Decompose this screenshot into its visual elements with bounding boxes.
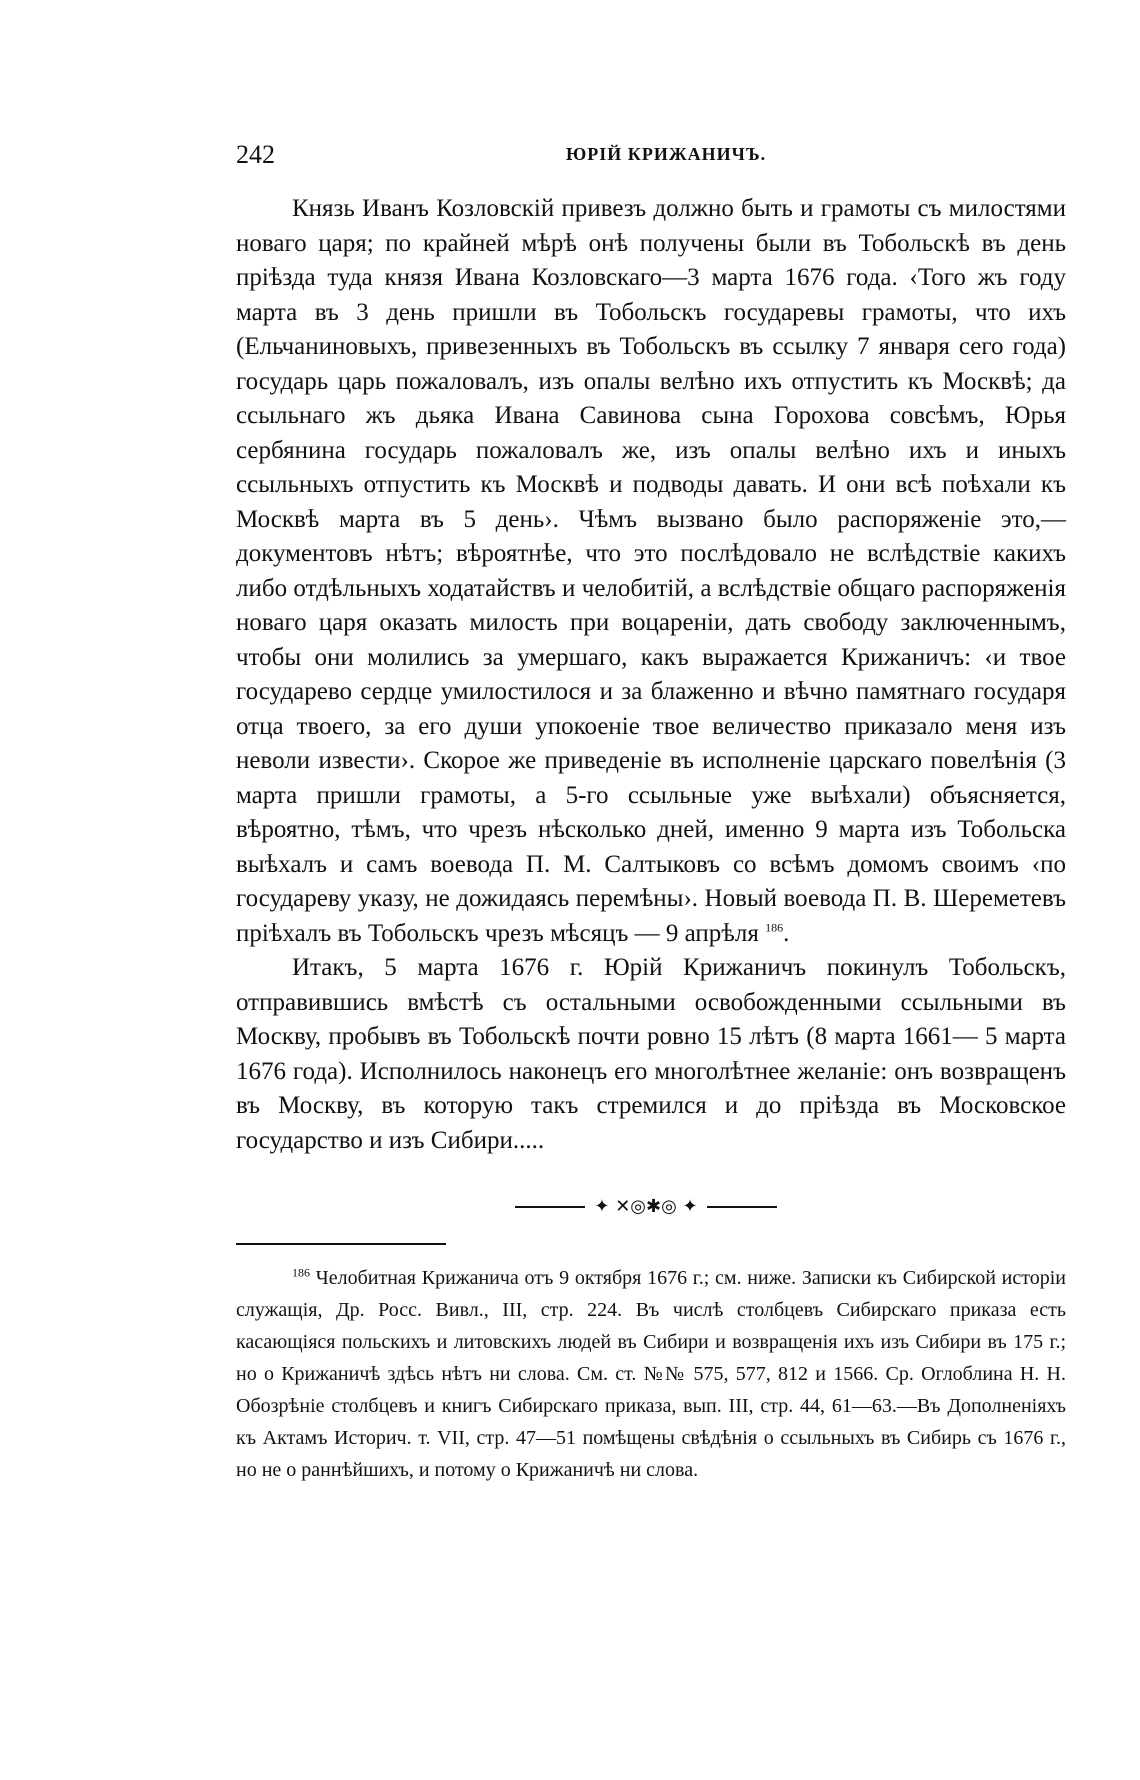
paragraph-text: Князь Иванъ Козловскій привезъ должно быть и грамоты съ милостями новаго царя; по крайней мѣрѣ онѣ получены были въ Тобольскѣ въ день пріѣзда туда князя Ивана Козловскаго—3 марта 1676 года. ‹Того жъ году марта въ 3 день пришли въ Тобольскъ государевы грамоты, что ихъ (Ельчаниновыхъ, привезенныхъ въ Тобольскъ въ ссылку 7 января сего года) государь царь пожаловалъ, изъ опалы велѣно ихъ отпустить къ Москвѣ; да ссыльнаго жъ дьяка Ивана Савинова сына Горохова совсѣмъ, Юрья сербянина государь пожаловалъ же, изъ опалы велѣно ихъ и иныхъ ссыльныхъ отпустить къ Москвѣ и подводы давать. И они всѣ поѣхали къ Москвѣ марта въ 5 день›. Чѣмъ вызвано было распоряженіе это,—документовъ нѣтъ; вѣроятнѣе, что это послѣдовало не вслѣдствіе какихъ либо отдѣльныхъ ходатайствъ и челобитій, а вслѣдствіе общаго распоряженія новаго царя оказать милость при воцареніи, дать свободу заключеннымъ, чтобы они молились за умершаго, какъ выражается Крижаничъ: ‹и твое государево сердце умилостилося и за блаженно и вѣчно памятнаго государя отца твоего, за его души упокоеніе твое величество приказало меня изъ неволи извести›. Скорое же приведеніе въ исполненіе царскаго повелѣнія (3 марта пришли грамоты, а 5-го ссыльные уже выѣхали) объясняется, вѣроятно, тѣмъ, что чрезъ нѣсколько дней, именно 9 марта изъ Тобольска выѣхалъ и самъ воевода П. М. Салтыковъ со всѣмъ домомъ своимъ ‹по государеву указу, не дожидаясь перемѣны›. Новый воевода П. В. Шереметевъ пріѣхалъ въ Тобольскъ чрезъ мѣсяцъ — 9 апрѣля <box>236 195 1066 947</box>
footnote-reference: 186 <box>765 920 784 935</box>
running-title: ЮРІЙ КРИЖАНИЧЪ. <box>566 144 767 164</box>
page-header <box>236 140 1066 170</box>
ornament-rule-left <box>515 1206 585 1208</box>
page-number: 242 <box>236 140 275 169</box>
section-ornament <box>476 1196 816 1218</box>
footnote-paragraph <box>236 1262 1066 1486</box>
footnote-marker: 186 <box>292 1265 310 1280</box>
paragraph-end: . <box>783 919 790 947</box>
main-text <box>236 192 1066 1158</box>
footnote-divider <box>236 1243 446 1245</box>
ornament-glyph: ✦ ✕◎✱◎ ✦ <box>594 1196 698 1217</box>
paragraph <box>236 192 1066 951</box>
footnote <box>236 1262 1066 1486</box>
footnote-text: Челобитная Крижанича отъ 9 октября 1676 г.; см. ниже. Записки къ Сибирской исторіи служащія, Др. Росс. Вивл., III, стр. 224. Въ числѣ столбцевъ Сибирскаго приказа есть касающіяся польскихъ и литовскихъ людей въ Сибири и возвращенія ихъ изъ Сибири въ 175 г.; но о Крижаничѣ здѣсь нѣтъ ни слова. См. ст. №№ 575, 577, 812 и 1566. Ср. Оглоблина Н. Н. Обозрѣніе столбцевъ и книгъ Сибирскаго приказа, вып. III, стр. 44, 61—63.—Въ Дополненіяхъ къ Актамъ Историч. т. VII, стр. 47—51 помѣщены свѣдѣнія о ссыльныхъ въ Сибирь съ 1676 г., но не о раннѣйшихъ, и потому о Крижаничѣ ни слова. <box>236 1267 1066 1481</box>
ornament-rule-right <box>707 1206 777 1208</box>
paragraph: Итакъ, 5 марта 1676 г. Юрій Крижаничъ покинулъ Тобольскъ, отправившись вмѣстѣ съ остальными освобожденными ссыльными въ Москву, пробывъ въ Тобольскѣ почти ровно 15 лѣтъ (8 марта 1661— 5 марта 1676 года). Исполнилось наконецъ его многолѣтнее желаніе: онъ возвращенъ въ Москву, въ которую такъ стремился и до пріѣзда въ Московское государство и изъ Сибири..... <box>236 954 1066 1154</box>
